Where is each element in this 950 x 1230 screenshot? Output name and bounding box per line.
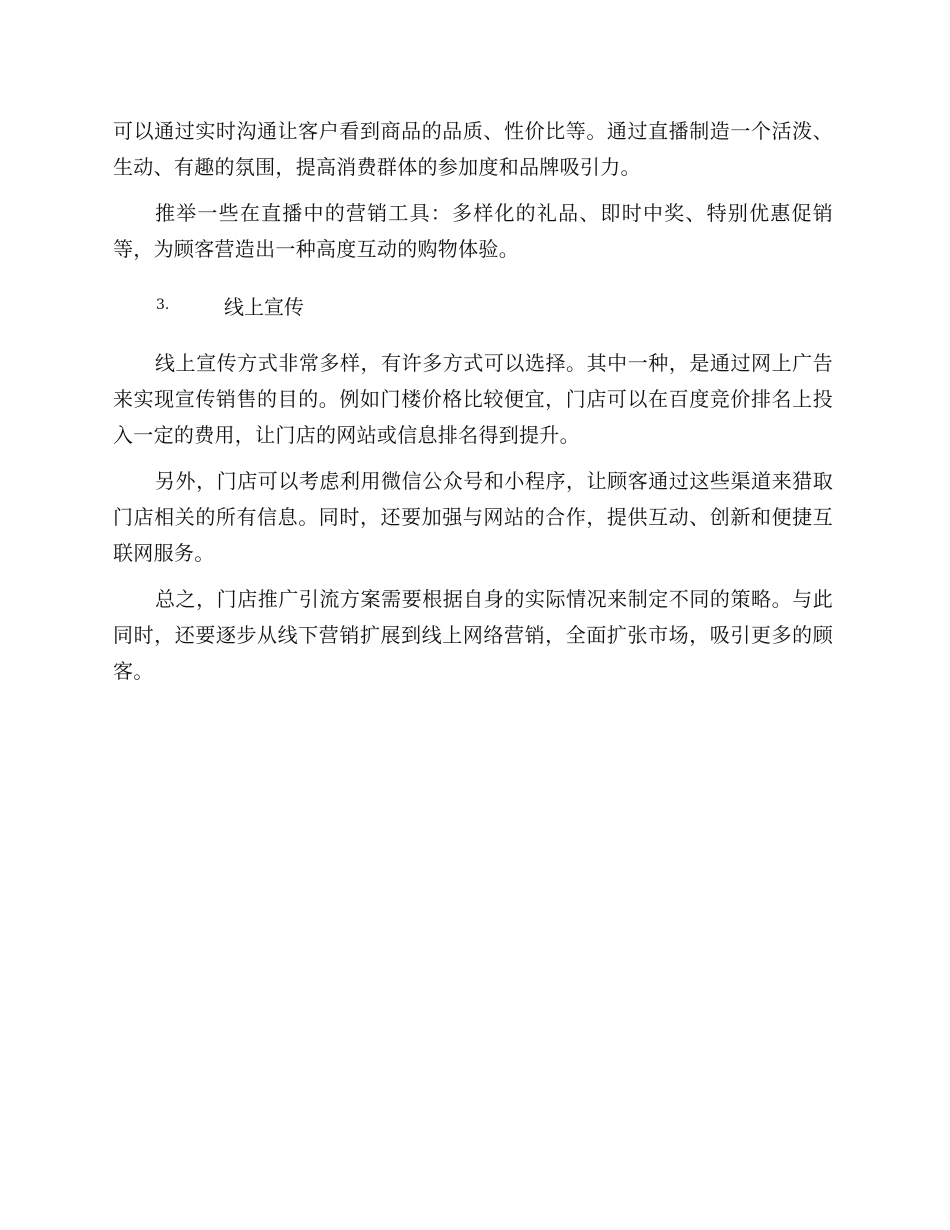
paragraph-live-stream-atmosphere: 可以通过实时沟通让客户看到商品的品质、性价比等。通过直播制造一个活泼、生动、有趣的氛围，提高消费群体的参加度和品牌吸引力。 xyxy=(113,119,833,179)
section-heading xyxy=(113,287,833,323)
paragraph-live-stream-tools: 推举一些在直播中的营销工具：多样化的礼品、即时中奖、特别优惠促销等，为顾客营造出一种高度互动的购物体验。 xyxy=(113,201,833,261)
paragraph-wechat: 另外，门店可以考虑利用微信公众号和小程序，让顾客通过这些渠道来猎取门店相关的所有信息。同时，还要加强与网站的合作，提供互动、创新和便捷互联网服务。 xyxy=(113,469,833,565)
paragraph-conclusion: 总之，门店推广引流方案需要根据自身的实际情况来制定不同的策略。与此同时，还要逐步从线下营销扩展到线上网络营销，全面扩张市场，吸引更多的顾客。 xyxy=(113,587,833,683)
section-number: 3. xyxy=(156,297,170,313)
document-page xyxy=(113,113,833,689)
paragraph-online-ads: 线上宣传方式非常多样，有许多方式可以选择。其中一种，是通过网上广告来实现宣传销售的目的。例如门楼价格比较便宜，门店可以在百度竞价排名上投入一定的费用，让门店的网站或信息排名得到提升。 xyxy=(113,351,833,447)
section-title: 线上宣传 xyxy=(224,294,304,319)
